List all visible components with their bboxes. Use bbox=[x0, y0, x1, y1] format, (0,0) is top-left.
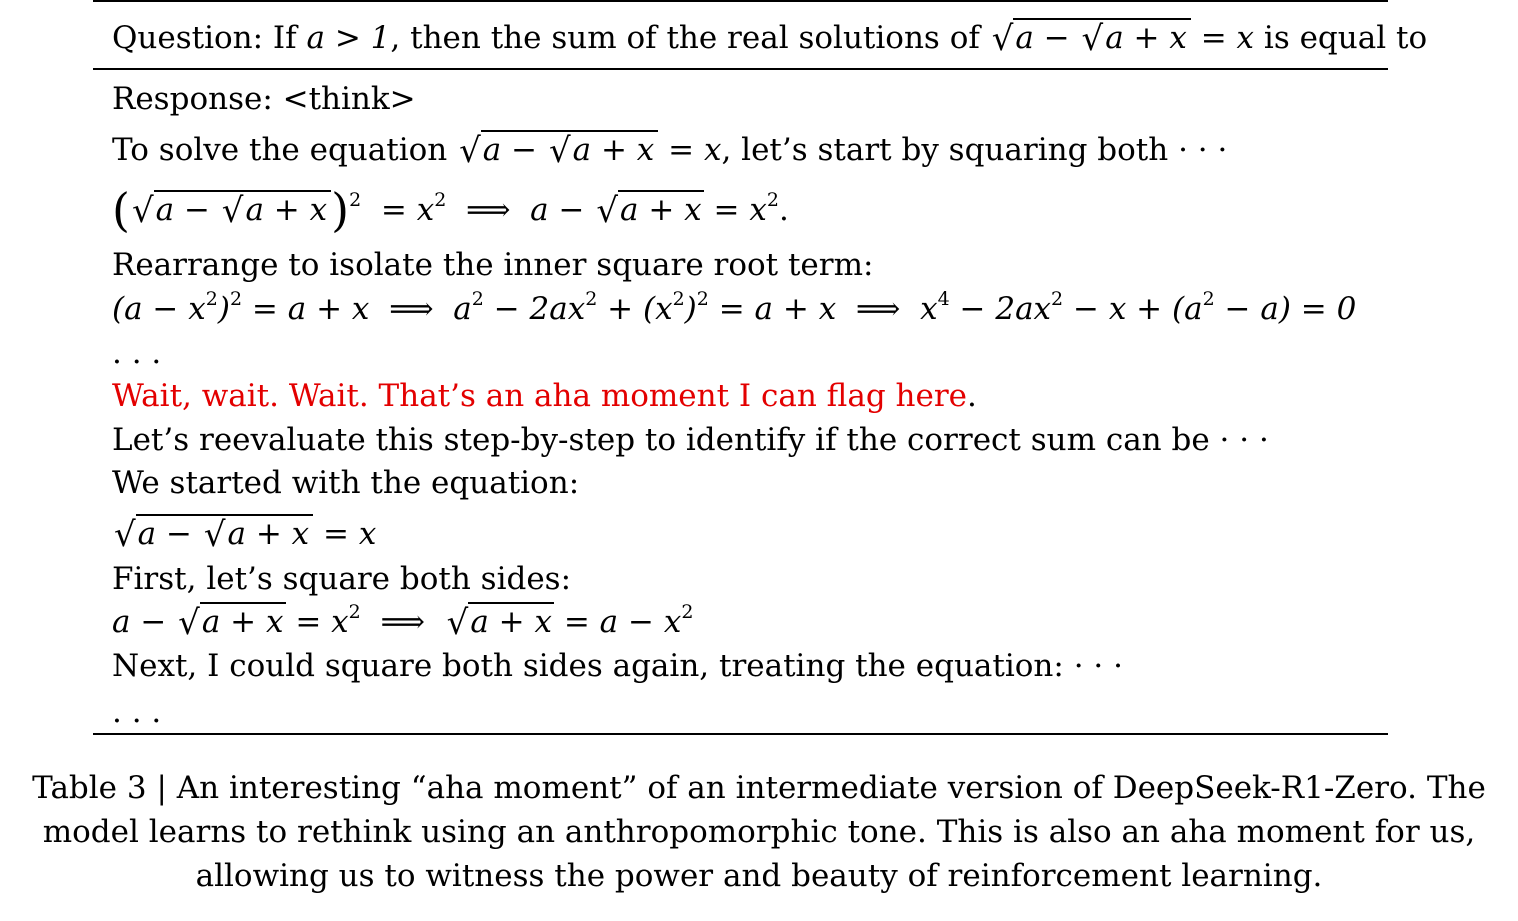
line1-ellipsis: · · · bbox=[1178, 132, 1228, 168]
question-mid: , then the sum of the real solutions of bbox=[390, 20, 980, 56]
first-square-equation: $a - √a + x = x^2$ ⟹ $√a + x = a - x^2$ bbox=[112, 601, 694, 643]
line1-equation: √a − √a + x = x bbox=[459, 131, 722, 171]
caption-line-1: Table 3 | An interesting “aha moment” of an intermediate version of DeepSeek-R1-Zero. The bbox=[32, 770, 1486, 806]
line1-post: , let’s start by squaring both bbox=[721, 132, 1169, 168]
table-caption bbox=[20, 766, 1498, 898]
squaring-equation: $(√a - √a + x)^2 = x^2$ ⟹ $a - √a + x = x^2$. bbox=[112, 183, 789, 237]
next-text: Next, I could square both sides again, treating the equation: bbox=[112, 648, 1064, 684]
caption-line-2: model learns to rethink using an anthropomorphic tone. This is also an aha moment for us, bbox=[42, 814, 1476, 850]
rearrange-line: Rearrange to isolate the inner square root term: bbox=[112, 247, 874, 283]
response-label: Response: <think> bbox=[112, 81, 416, 117]
next-line bbox=[112, 646, 1123, 686]
aha-text: Wait, wait. Wait. That’s an aha moment I can flag here bbox=[112, 378, 968, 414]
first-line: First, let’s square both sides: bbox=[112, 561, 572, 597]
question-equation: √a − √a + x = x bbox=[991, 19, 1255, 59]
question-tail: is equal to bbox=[1263, 20, 1428, 56]
question-label: Question: If bbox=[112, 20, 297, 56]
reevaluate-text: Let’s reevaluate this step-by-step to identify if the correct sum can be bbox=[112, 422, 1210, 458]
reevaluate-ellipsis: · · · bbox=[1219, 422, 1269, 458]
next-ellipsis: · · · bbox=[1073, 648, 1123, 684]
expanded-equation: $(a - x^2)^2 = a + x$ ⟹ $a^2 - 2ax^2 + (x^2)^2 = a + x$ ⟹ $x^4 - 2ax^2 - x + (a^2 - a) = 0$ bbox=[112, 288, 1357, 327]
original-equation: √a − √a + x = x bbox=[114, 515, 377, 555]
caption-line-3: allowing us to witness the power and beauty of reinforcement learning. bbox=[195, 858, 1323, 894]
question-line bbox=[112, 18, 1427, 59]
table-header-rule bbox=[93, 68, 1388, 70]
reevaluate-line bbox=[112, 420, 1269, 460]
table-bottom-rule bbox=[93, 733, 1388, 735]
aha-period: . bbox=[967, 378, 977, 414]
started-line: We started with the equation: bbox=[112, 465, 580, 501]
line1-pre: To solve the equation bbox=[112, 132, 448, 168]
question-condition: a > 1 bbox=[306, 20, 391, 56]
aha-line bbox=[112, 376, 977, 416]
ellipsis-1: . . . bbox=[112, 335, 162, 371]
table-top-rule bbox=[93, 0, 1388, 2]
response-line-1 bbox=[112, 130, 1227, 171]
ellipsis-2: . . . bbox=[112, 694, 162, 730]
